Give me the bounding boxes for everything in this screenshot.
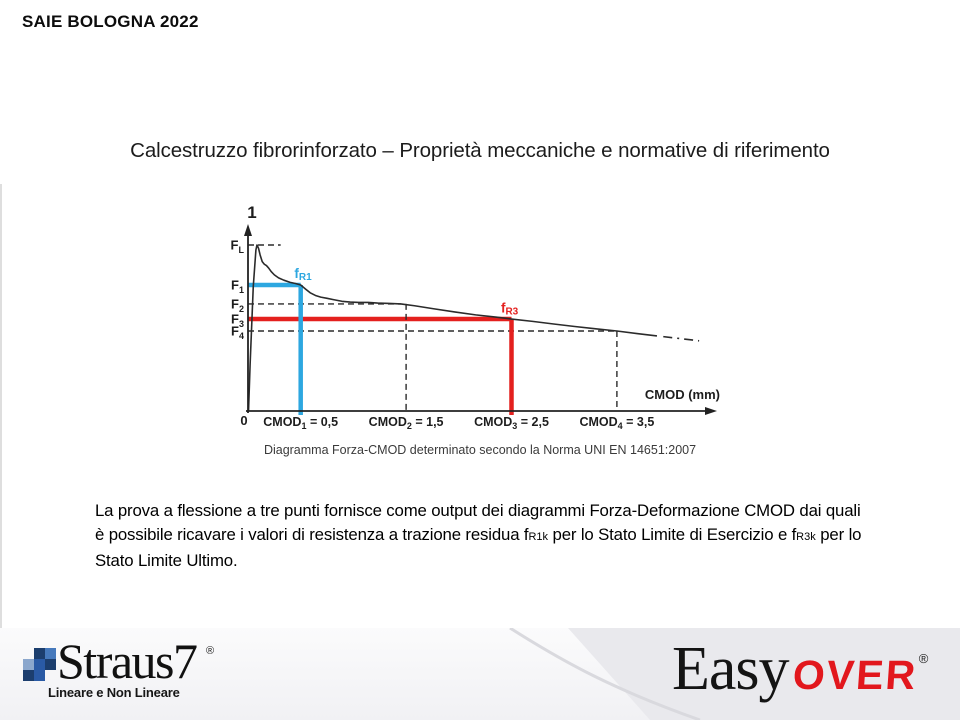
easyover-over-text: OVER bbox=[790, 652, 919, 698]
x-axis-arrow-icon bbox=[705, 407, 717, 415]
y-axis-top-label: 1 bbox=[247, 203, 257, 222]
slide-left-edge bbox=[0, 184, 2, 636]
force-cmod-curve bbox=[249, 245, 657, 411]
x-axis-label-CMOD4: CMOD4 = 3,5 bbox=[579, 415, 655, 431]
y-axis-label-F2: $F_2$ bbox=[231, 296, 244, 314]
x-axis-label-CMOD3: CMOD3 = 2,5 bbox=[474, 415, 549, 431]
easyover-registered-icon: ® bbox=[918, 651, 929, 666]
body-line bbox=[95, 499, 861, 523]
x-axis-label-CMOD2: CMOD2 = 1,5 bbox=[368, 415, 444, 431]
straus7-square bbox=[45, 648, 56, 659]
y-axis-arrow-icon bbox=[244, 224, 252, 236]
annotation-fR3: fR3 bbox=[500, 300, 519, 318]
easyover-logo bbox=[672, 630, 929, 710]
body-subscript: R1k bbox=[528, 530, 549, 543]
x-axis-title: CMOD (mm) bbox=[644, 387, 720, 402]
curve-dashdot-tail bbox=[663, 337, 699, 341]
y-axis-label-F1: $F_1$ bbox=[231, 277, 244, 296]
slide-header: SAIE BOLOGNA 2022 bbox=[22, 12, 199, 31]
y-axis-label-F3: $F_3$ bbox=[231, 311, 244, 330]
straus7-logo bbox=[20, 633, 280, 713]
straus7-registered-icon: ® bbox=[206, 645, 215, 657]
force-cmod-diagram bbox=[218, 196, 723, 446]
chart-caption: Diagramma Forza-CMOD determinato secondo la Norma UNI EN 14651:2007 bbox=[263, 443, 697, 457]
chart-area bbox=[218, 196, 723, 446]
easyover-easy-text: Easy bbox=[672, 635, 789, 703]
slide-title: Calcestruzzo fibrorinforzato – Proprietà meccaniche e normative di riferimento bbox=[130, 139, 830, 162]
straus7-squares-icon bbox=[23, 648, 57, 682]
body-text-part: La prova a flessione a tre punti fornisce come output dei diagrammi Forza-Deformazione CMOD dai quali bbox=[95, 501, 861, 520]
straus7-square bbox=[34, 670, 45, 681]
body-text-part: per lo Stato Limite di Esercizio e f bbox=[548, 524, 797, 544]
body-subscript: R3k bbox=[796, 530, 816, 543]
body-line bbox=[95, 549, 861, 573]
annotation-fR1: fR1 bbox=[294, 266, 312, 284]
straus7-square bbox=[45, 659, 56, 670]
body-line bbox=[95, 523, 861, 550]
straus7-square bbox=[34, 659, 45, 670]
straus7-square bbox=[23, 670, 34, 681]
body-text-part: per lo bbox=[815, 524, 862, 544]
body-text-part: è possibile ricavare i valori di resistenza a trazione residua f bbox=[95, 524, 529, 544]
straus7-square bbox=[34, 648, 45, 659]
y-axis-label-F4: $F_4$ bbox=[231, 323, 244, 341]
straus7-logo-text: Straus7 bbox=[57, 633, 197, 689]
straus7-square bbox=[23, 659, 34, 670]
origin-label: 0 bbox=[240, 413, 248, 428]
x-axis-label-CMOD1: CMOD1 = 0,5 bbox=[263, 415, 339, 431]
y-axis-label-FL: $F_L$ bbox=[230, 237, 244, 255]
body-paragraph bbox=[95, 499, 861, 573]
straus7-tagline: Lineare e Non Lineare bbox=[48, 685, 180, 700]
body-text-part: Stato Limite Ultimo. bbox=[95, 551, 238, 571]
